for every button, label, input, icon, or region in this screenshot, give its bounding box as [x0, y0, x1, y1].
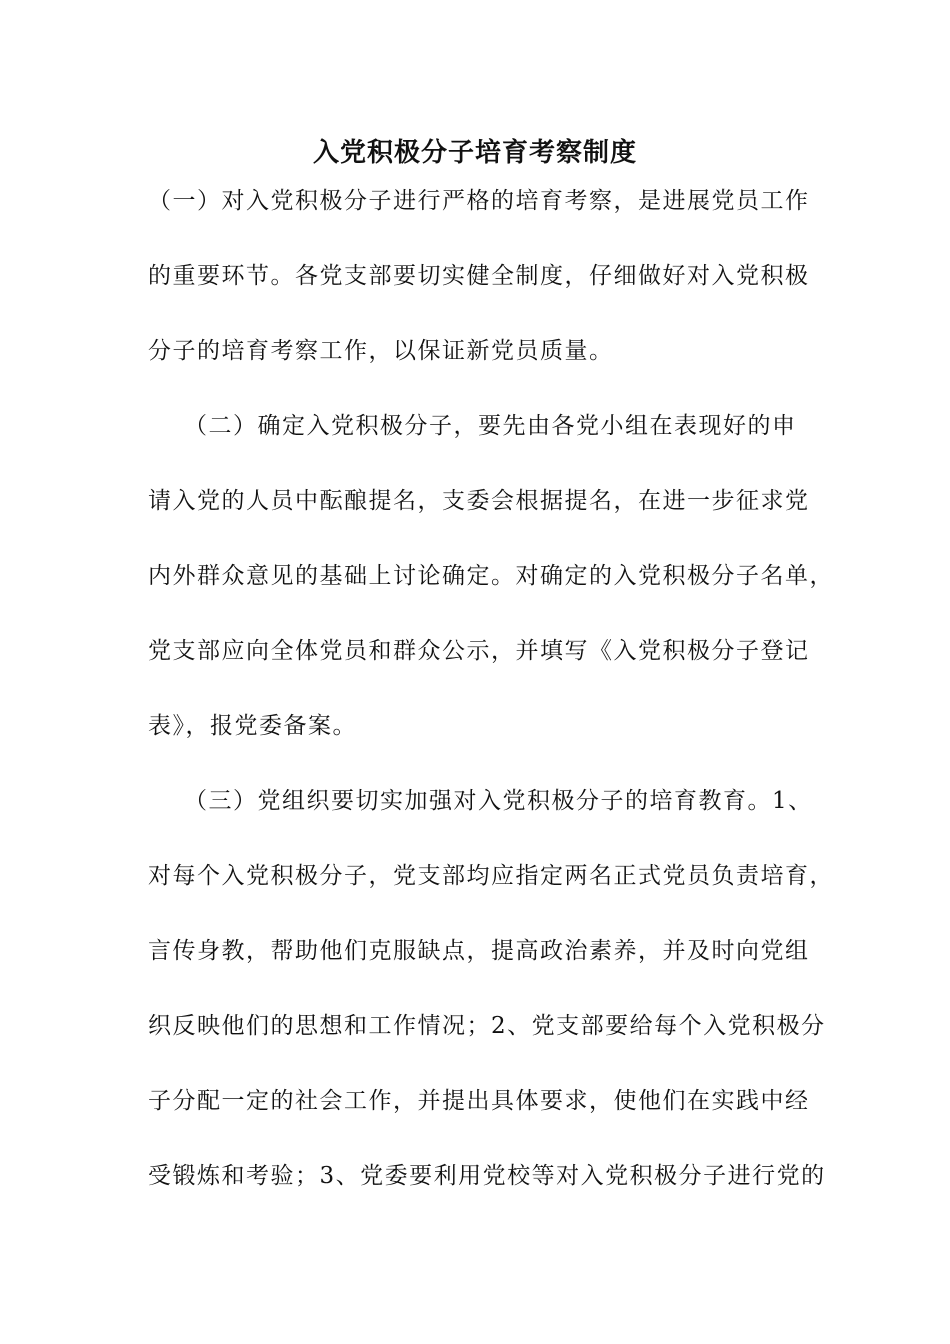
paragraph-3-line-4: 织反映他们的思想和工作情况；2、党支部要给每个入党积极分 — [148, 1013, 826, 1039]
paragraph-2-line-1: （二）确定入党积极分子，要先由各党小组在表现好的申 — [184, 413, 797, 439]
paragraph-2-line-4: 党支部应向全体党员和群众公示，并填写《入党积极分子登记 — [148, 638, 810, 664]
paragraph-1-line-1: （一）对入党积极分子进行严格的培育考察，是进展党员工作 — [148, 188, 810, 214]
document-title: 入党积极分子培育考察制度 — [312, 138, 637, 168]
paragraph-1-line-2: 的重要环节。各党支部要切实健全制度，仔细做好对入党积极 — [148, 263, 810, 289]
paragraph-3-line-2: 对每个入党积极分子，党支部均应指定两名正式党员负责培育， — [148, 863, 834, 889]
paragraph-3-line-6: 受锻炼和考验；3、党委要利用党校等对入党积极分子进行党的 — [148, 1163, 826, 1189]
paragraph-2-line-2: 请入党的人员中酝酿提名，支委会根据提名，在进一步征求党 — [148, 488, 810, 514]
paragraph-3-line-3: 言传身教，帮助他们克服缺点，提高政治素养，并及时向党组 — [148, 938, 810, 964]
paragraph-2-line-3: 内外群众意见的基础上讨论确定。对确定的入党积极分子名单， — [148, 563, 834, 589]
paragraph-1-line-3: 分子的培育考察工作，以保证新党员质量。 — [148, 338, 614, 364]
paragraph-2-line-5: 表》，报党委备案。 — [148, 713, 357, 739]
paragraph-3-line-5: 子分配一定的社会工作，并提出具体要求，使他们在实践中经 — [148, 1088, 810, 1114]
paragraph-3-line-1: （三）党组织要切实加强对入党积极分子的培育教育。1、 — [184, 788, 813, 814]
